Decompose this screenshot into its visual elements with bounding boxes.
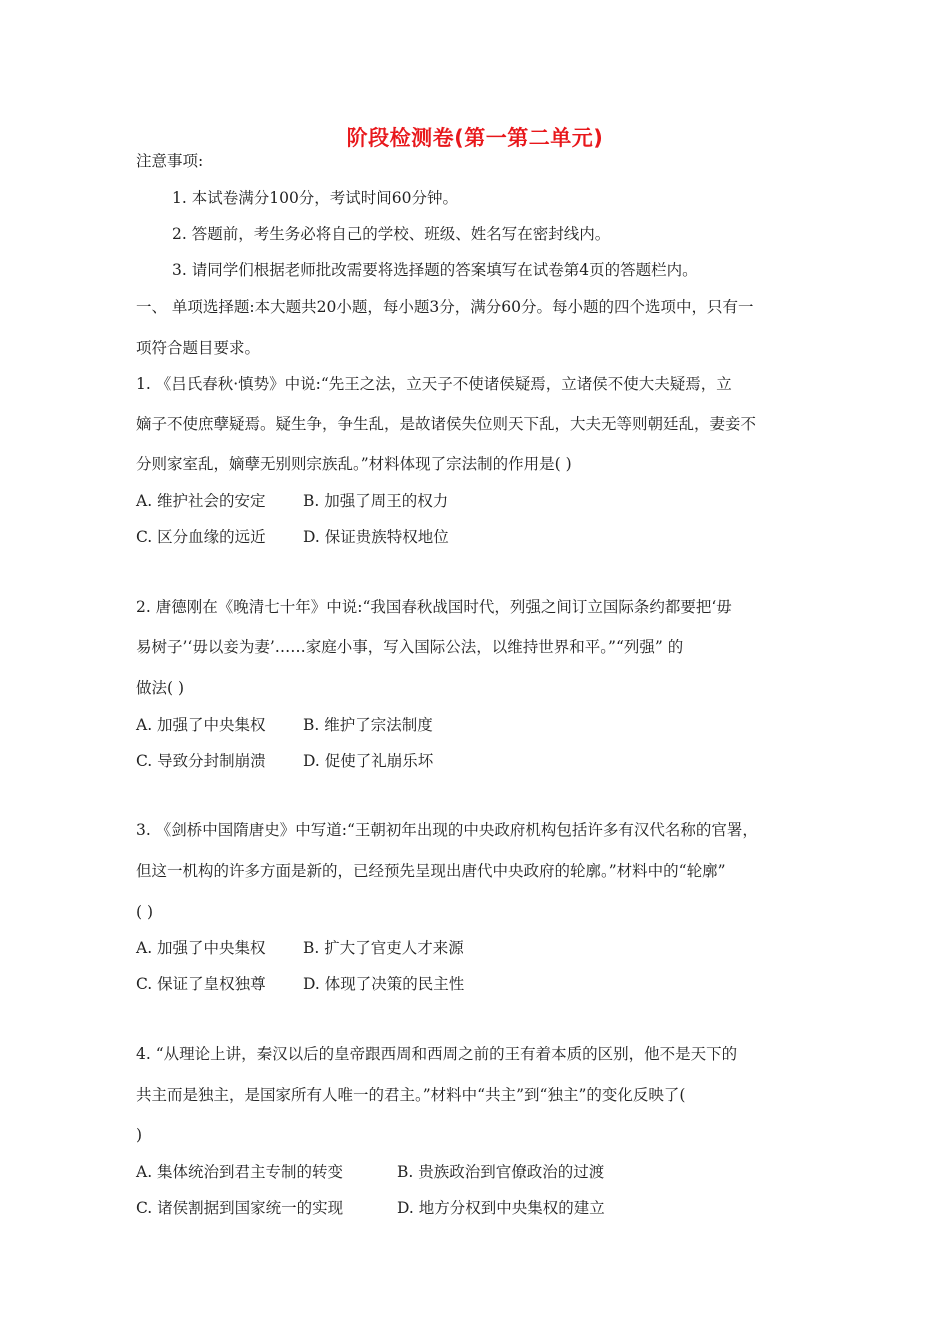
option-d: D. 地方分权到中央集权的建立 [397, 1199, 605, 1217]
question-stem: 分则家室乱，嫡孽无别则宗族乱。”材料体现了宗法制的作用是( ) [136, 455, 572, 473]
question-stem: 易树子’‘毋以妾为妻’……家庭小事，写入国际公法，以维持世界和平。”“列强” 的 [136, 638, 684, 656]
question-stem: 3. 《剑桥中国隋唐史》中写道:“王朝初年出现的中央政府机构包括许多有汉代名称的官署， [136, 821, 758, 839]
section-heading-cont: 项符合题目要求。 [136, 339, 261, 357]
option-a: A. 维护社会的安定 [136, 492, 266, 510]
option-b: B. 加强了周王的权力 [303, 492, 449, 510]
question-stem: 共主而是独主，是国家所有人唯一的君主。”材料中“共主”到“独主”的变化反映了( [136, 1086, 686, 1104]
option-b: B. 扩大了官吏人才来源 [303, 939, 464, 957]
option-d: D. 保证贵族特权地位 [303, 528, 449, 546]
option-b: B. 维护了宗法制度 [303, 716, 433, 734]
option-d: D. 体现了决策的民主性 [303, 975, 465, 993]
question-stem: 1. 《吕氏春秋·慎势》中说:“先王之法，立天子不使诸侯疑焉，立诸侯不使大夫疑焉，立 [136, 375, 732, 393]
option-b: B. 贵族政治到官僚政治的过渡 [397, 1163, 605, 1181]
option-a: A. 加强了中央集权 [136, 716, 266, 734]
section-heading: 一、 单项选择题:本大题共20小题，每小题3分，满分60分。每小题的四个选项中，只有一 [136, 298, 754, 316]
question-stem: ( ) [136, 903, 154, 921]
question-stem: ) [136, 1126, 143, 1144]
option-c: C. 保证了皇权独尊 [136, 975, 266, 993]
question-stem: 嫡子不使庶孽疑焉。疑生争，争生乱，是故诸侯失位则天下乱，大夫无等则朝廷乱，妻妾不 [136, 415, 757, 433]
notes-heading: 注意事项: [136, 152, 204, 170]
question-stem: 但这一机构的许多方面是新的，已经预先呈现出唐代中央政府的轮廓。”材料中的“轮廓” [136, 862, 726, 880]
note-item: 3. 请同学们根据老师批改需要将选择题的答案填写在试卷第4页的答题栏内。 [172, 261, 698, 279]
option-d: D. 促使了礼崩乐坏 [303, 752, 434, 770]
question-stem: 做法( ) [136, 679, 185, 697]
page-title: 阶段检测卷(第一第二单元) [346, 126, 604, 150]
question-stem: 4. “从理论上讲，秦汉以后的皇帝跟西周和西周之前的王有着本质的区别，他不是天下的 [136, 1045, 738, 1063]
option-c: C. 诸侯割据到国家统一的实现 [136, 1199, 344, 1217]
option-c: C. 区分血缘的远近 [136, 528, 266, 546]
option-c: C. 导致分封制崩溃 [136, 752, 266, 770]
question-stem: 2. 唐德刚在《晚清七十年》中说:“我国春秋战国时代，列强之间订立国际条约都要把‘毋 [136, 598, 732, 616]
note-item: 1. 本试卷满分100分，考试时间60分钟。 [172, 189, 459, 207]
option-a: A. 加强了中央集权 [136, 939, 266, 957]
option-a: A. 集体统治到君主专制的转变 [136, 1163, 344, 1181]
note-item: 2. 答题前，考生务必将自己的学校、班级、姓名写在密封线内。 [172, 225, 611, 243]
